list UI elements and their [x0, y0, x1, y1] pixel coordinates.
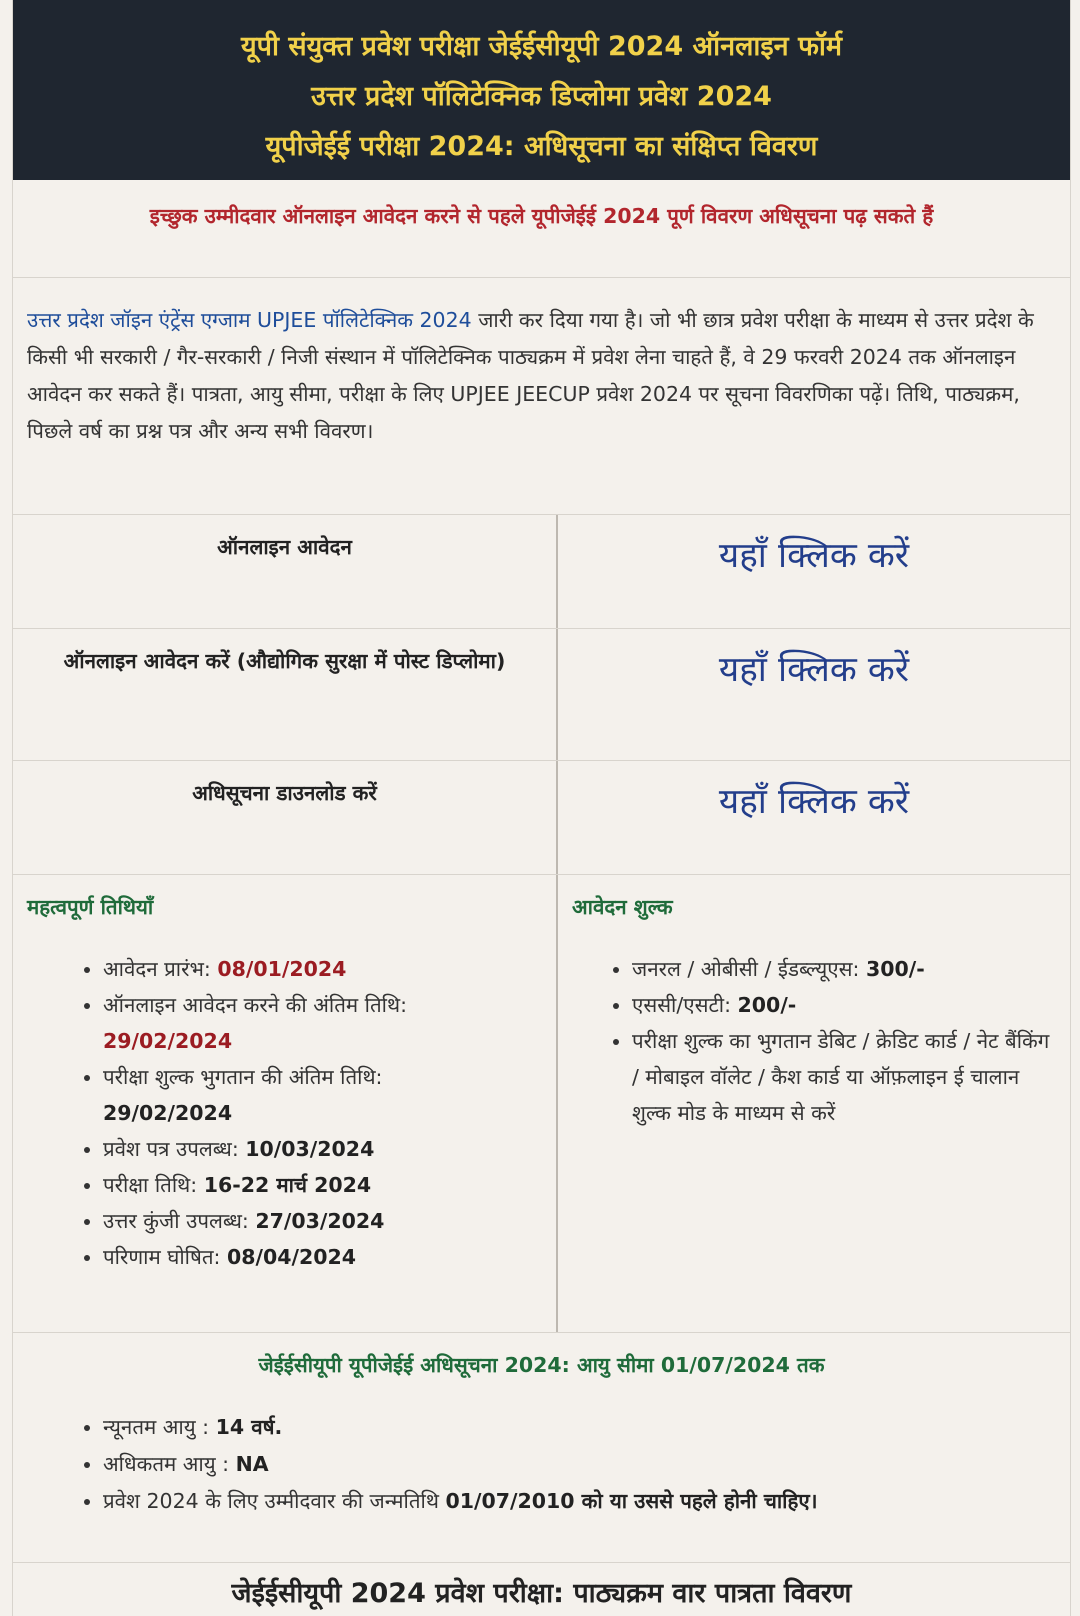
click-here-link[interactable]: यहाँ क्लिक करें [718, 782, 910, 822]
page-content [12, 0, 1071, 1616]
list-item: • उत्तर कुंजी उपलब्ध: 27/03/2024 [103, 1203, 556, 1239]
dates-title: महत्वपूर्ण तिथियाँ [27, 895, 154, 919]
list-item: • परीक्षा शुल्क का भुगतान डेबिट / क्रेडिट कार्ड / नेट बैंकिंग / मोबाइल वॉलेट / कैश कार्ड या ऑफ़लाइन ई चालान शुल्क मोड के माध्यम से करें [632, 1023, 1056, 1131]
fees-title: आवेदन शुल्क [572, 895, 673, 919]
list-item: • अधिकतम आयु : NA [103, 1446, 1070, 1483]
page-header [13, 0, 1070, 180]
list-item: • आवेदन प्रारंभ: 08/01/2024 [103, 951, 556, 987]
link-row-apply-post-diploma [13, 629, 1070, 761]
list-item: • जनरल / ओबीसी / ईडब्ल्यूएस: 300/- [632, 951, 1056, 987]
dates-and-fees [13, 875, 1070, 1333]
header-title-line-1: यूपी संयुक्त प्रवेश परीक्षा जेईईसीयूपी 2024 ऑनलाइन फॉर्म [240, 31, 843, 62]
list-item: • प्रवेश पत्र उपलब्ध: 10/03/2024 [103, 1131, 556, 1167]
intro-body: जारी कर दिया गया है। जो भी छात्र प्रवेश परीक्षा के माध्यम से उत्तर प्रदेश के किसी भी सरकारी / गैर-सरकारी / निजी संस्थान में पॉलिटेक्निक पाठ्यक्रम में प्रवेश लेना चाहते हैं, वे 29 फरवरी 2024 तक ऑनलाइन आवेदन कर सकते हैं। पात्रता, आयु सीमा, परीक्षा के लिए UPJEE JEECUP प्रवेश 2024 पर सूचना विवरणिका पढ़ें। तिथि, पाठ्यक्रम, पिछले वर्ष का प्रश्न पत्र और अन्य सभी विवरण। [27, 308, 1034, 443]
list-item: • न्यूनतम आयु : 14 वर्ष. [103, 1409, 1070, 1446]
age-title: जेईईसीयूपी यूपीजेईई अधिसूचना 2024: आयु सीमा 01/07/2024 तक [258, 1353, 825, 1377]
intro-link[interactable]: उत्तर प्रदेश जॉइन एंट्रेंस एग्जाम UPJEE पॉलिटेक्निक 2024 [27, 308, 472, 332]
important-dates [13, 875, 558, 1332]
header-title-line-3: यूपीजेईई परीक्षा 2024: अधिसूचना का संक्षिप्त विवरण [265, 131, 818, 162]
link-label: अधिसूचना डाउनलोड करें [192, 781, 377, 805]
link-row-apply-online [13, 515, 1070, 629]
list-item: • प्रवेश 2024 के लिए उम्मीदवार की जन्मतिथि 01/07/2010 को या उससे पहले होनी चाहिए। [103, 1483, 1070, 1520]
age-limit-section [13, 1333, 1070, 1563]
link-label: ऑनलाइन आवेदन [217, 535, 352, 559]
list-item: • परीक्षा तिथि: 16-22 मार्च 2024 [103, 1167, 556, 1203]
list-item: • ऑनलाइन आवेदन करने की अंतिम तिथि: 29/02/2024 [103, 987, 556, 1059]
eligibility-section-title: जेईईसीयूपी 2024 प्रवेश परीक्षा: पाठ्यक्रम वार पात्रता विवरण [231, 1578, 852, 1609]
dates-list [13, 951, 556, 1275]
age-list [13, 1409, 1070, 1520]
list-item: • परिणाम घोषित: 08/04/2024 [103, 1239, 556, 1275]
intro-paragraph [13, 278, 1070, 515]
notice-banner: इच्छुक उम्मीदवार ऑनलाइन आवेदन करने से पहले यूपीजेईई 2024 पूर्ण विवरण अधिसूचना पढ़ सकते हैं [13, 180, 1070, 278]
link-label: ऑनलाइन आवेदन करें (औद्योगिक सुरक्षा में पोस्ट डिप्लोमा) [63, 649, 506, 673]
fees-list [558, 951, 1070, 1131]
application-fees [558, 875, 1070, 1332]
list-item: • एससी/एसटी: 200/- [632, 987, 1056, 1023]
link-row-download-notification [13, 761, 1070, 875]
header-title-line-2: उत्तर प्रदेश पॉलिटेक्निक डिप्लोमा प्रवेश 2024 [311, 81, 772, 112]
list-item: • परीक्षा शुल्क भुगतान की अंतिम तिथि: 29/02/2024 [103, 1059, 556, 1131]
click-here-link[interactable]: यहाँ क्लिक करें [718, 536, 910, 576]
click-here-link[interactable]: यहाँ क्लिक करें [718, 650, 910, 690]
